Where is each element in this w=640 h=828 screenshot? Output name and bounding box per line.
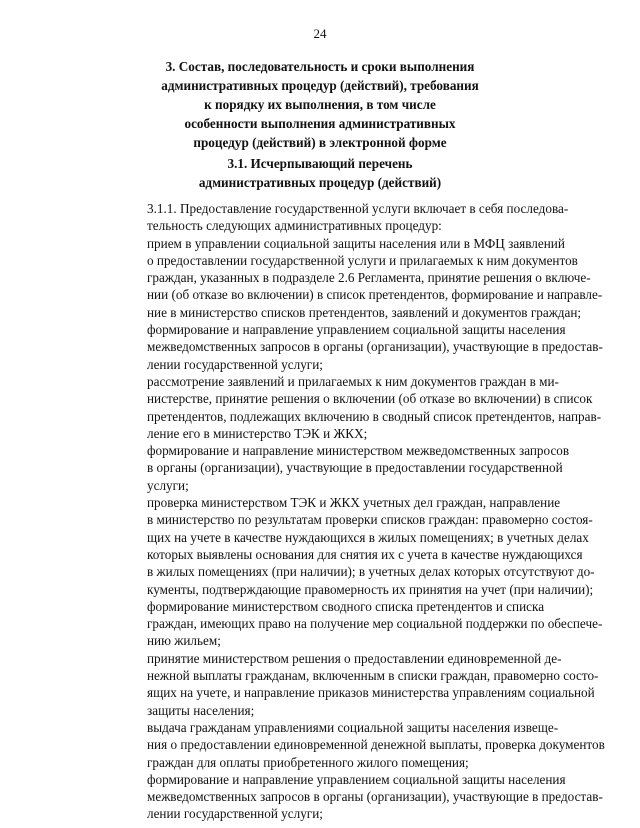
section-heading-line: административных процедур (действий), требования — [161, 78, 479, 93]
text-line: щих на учете в качестве нуждающихся в жилых помещениях; в учетных делах — [147, 529, 589, 545]
paragraph — [113, 373, 602, 442]
text-line: претендентов, подлежащих включению в сводный список претендентов, направ- — [147, 408, 602, 424]
section-heading-line: особенности выполнения административных — [184, 116, 456, 131]
paragraph — [113, 771, 603, 823]
text-line: кументы, подтверждающие правомерность их принятия на учет (при наличии); — [147, 581, 594, 597]
page-number: 24 — [313, 26, 327, 41]
text-line: межведомственных запросов в органы (организации), участвующие в предостав- — [147, 789, 603, 805]
text-line: нежной выплаты гражданам, включенным в списки граждан, правомерно состо- — [147, 668, 599, 684]
text-line: ние в министерство списков претендентов, заявлений и документов граждан; — [147, 304, 582, 320]
text-line: в министерство по результатам проверки списков граждан: правомерно состоя- — [147, 512, 593, 528]
text-line: нию жильем; — [147, 633, 221, 649]
subsection-heading-line: административных процедур (действий) — [198, 175, 442, 190]
text-line: нистерстве, принятие решения о включении (об отказе во включении) в список — [147, 391, 593, 407]
section-heading-line: процедур (действий) в электронной форме — [193, 135, 447, 150]
paragraph — [113, 442, 594, 494]
text-line: граждан, указанных в подразделе 2.6 Регламента, принятие решения о включе- — [147, 270, 591, 286]
text-line: о предоставлении государственной услуги и прилагаемых к ним документов — [147, 252, 578, 268]
text-line: рассмотрение заявлений и прилагаемых к ним документов граждан в ми- — [147, 373, 559, 389]
text-line: ящих на учете, и направление приказов министерства управлениям социальной — [147, 685, 595, 701]
subsection-heading — [110, 154, 530, 192]
text-line: в жилых помещениях (при наличии); в учетных делах которых отсутствуют до- — [147, 564, 595, 580]
text-line: формирование и направление министерством межведомственных запросов — [147, 443, 570, 459]
section-heading-line: 3. Состав, последовательность и сроки выполнения — [165, 59, 475, 74]
paragraph — [113, 200, 594, 235]
text-line: в органы (организации), участвующие в предоставлении государственной — [147, 460, 563, 476]
subsection-heading-line: 3.1. Исчерпывающий перечень — [227, 156, 413, 171]
paragraph — [113, 719, 605, 771]
paragraph — [113, 494, 594, 598]
text-line: граждан для оплаты приобретенного жилого помещения; — [147, 754, 469, 770]
text-line: формирование и направление управлением социальной защиты населения — [147, 771, 566, 787]
text-line: ление его в министерство ТЭК и ЖКХ; — [147, 425, 368, 441]
paragraph — [113, 235, 603, 321]
text-line: ния о предоставлении единовременной денежной выплаты, проверка документов — [147, 737, 605, 753]
section-heading — [110, 57, 530, 152]
document-body — [113, 200, 605, 823]
text-line: принятие министерством решения о предоставлении единовременной де- — [147, 650, 562, 666]
text-line: услуги; — [147, 477, 189, 493]
text-line: формирование и направление управлением социальной защиты населения — [147, 322, 566, 338]
text-line: формирование министерством сводного списка претендентов и списка — [147, 598, 545, 614]
text-line: нии (об отказе во включении) в список претендентов, формирование и направле- — [147, 287, 603, 303]
paragraph — [113, 321, 603, 373]
text-line: лении государственной услуги; — [147, 356, 323, 372]
section-heading-line: к порядку их выполнения, в том числе — [204, 97, 436, 112]
text-line: тельность следующих административных процедур: — [147, 218, 442, 234]
text-line: выдача гражданам управлениями социальной защиты населения извеще- — [147, 719, 559, 735]
text-line: защиты населения; — [147, 702, 255, 718]
text-line: которых выявлены основания для снятия их с учета в качестве нуждающихся — [147, 546, 583, 562]
text-line: лении государственной услуги; — [147, 806, 323, 822]
text-line: 3.1.1. Предоставление государственной услуги включает в себя последова- — [147, 201, 569, 216]
paragraph — [113, 650, 599, 719]
paragraph — [113, 598, 603, 650]
text-line: граждан, имеющих право на получение мер социальной поддержки по обеспече- — [147, 616, 603, 632]
text-line: проверка министерством ТЭК и ЖКХ учетных дел граждан, направление — [147, 495, 561, 511]
text-line: межведомственных запросов в органы (организации), участвующие в предостав- — [147, 339, 603, 355]
text-line: прием в управлении социальной защиты населения или в МФЦ заявлений — [147, 235, 565, 251]
